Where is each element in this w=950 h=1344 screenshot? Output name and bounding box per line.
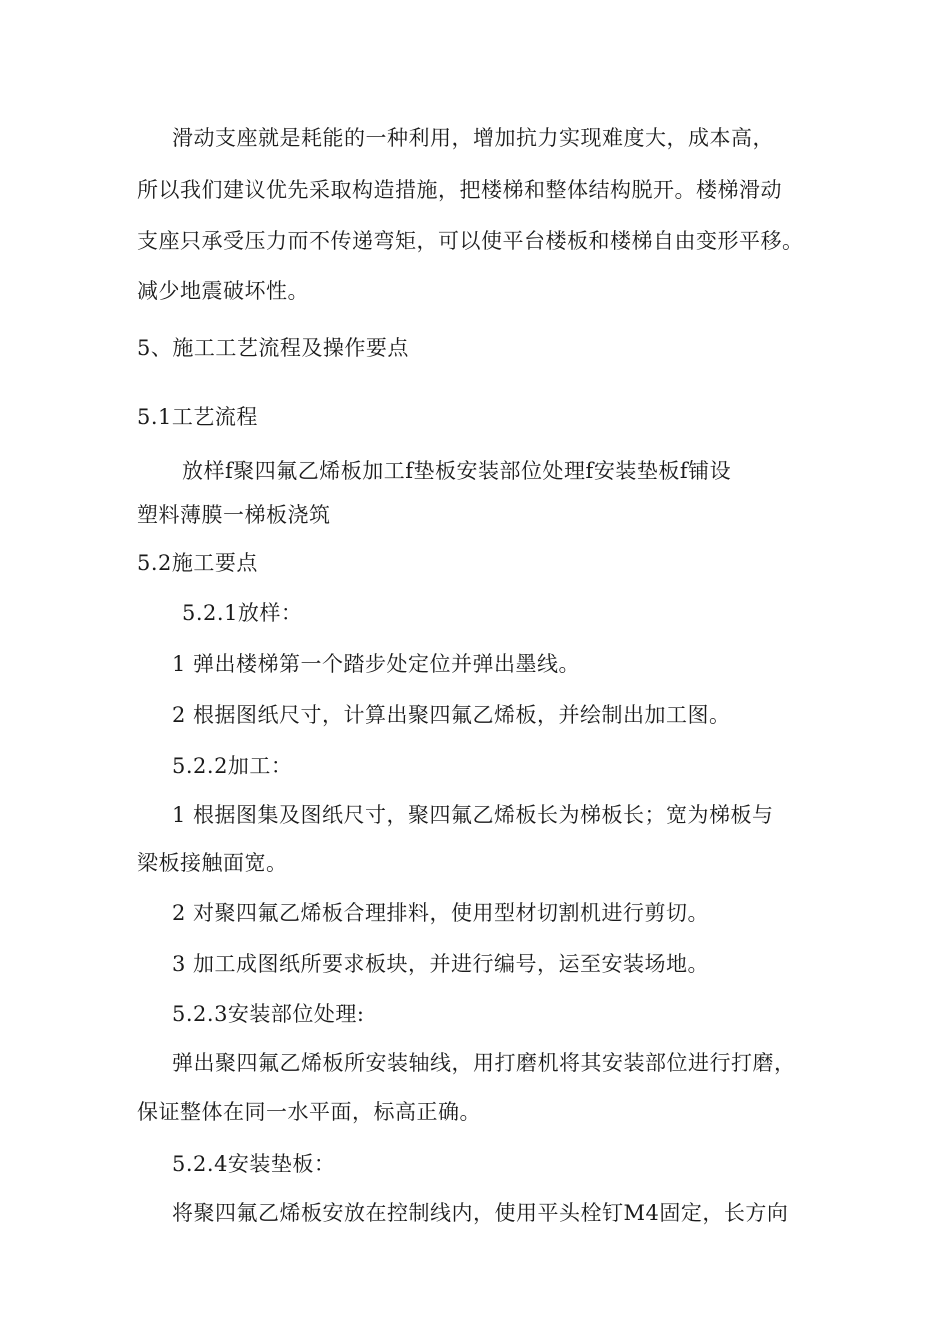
paragraph-line: 所以我们建议优先采取构造措施，把楼梯和整体结构脱开。楼梯滑动 bbox=[137, 178, 782, 202]
subsection-heading: 5.2.1放样： bbox=[182, 601, 303, 625]
paragraph-line: 支座只承受压力而不传递弯矩，可以使平台楼板和楼梯自由变形平移。 bbox=[137, 229, 804, 253]
list-item: 1 根据图集及图纸尺寸，聚四氟乙烯板长为梯板长；宽为梯板与 bbox=[172, 803, 774, 827]
paragraph-line: 塑料薄膜一梯板浇筑 bbox=[137, 503, 331, 527]
list-item: 2 对聚四氟乙烯板合理排料，使用型材切割机进行剪切。 bbox=[172, 901, 710, 925]
subsection-heading: 5.2施工要点 bbox=[137, 551, 258, 575]
subsection-heading: 5.2.2加工： bbox=[172, 754, 293, 778]
subsection-heading: 5.1工艺流程 bbox=[137, 405, 258, 429]
paragraph-line: 保证整体在同一水平面，标高正确。 bbox=[137, 1100, 481, 1124]
list-item: 1 弹出楼梯第一个踏步处定位并弹出墨线。 bbox=[172, 652, 581, 676]
subsection-heading: 5.2.4安装垫板： bbox=[172, 1152, 336, 1176]
section-heading: 5、施工工艺流程及操作要点 bbox=[137, 336, 409, 360]
list-item: 3 加工成图纸所要求板块，并进行编号，运至安装场地。 bbox=[172, 952, 710, 976]
paragraph-line: 放样f聚四氟乙烯板加工f垫板安装部位处理f安装垫板f铺设 bbox=[182, 459, 732, 483]
paragraph-line: 弹出聚四氟乙烯板所安装轴线，用打磨机将其安装部位进行打磨， bbox=[172, 1051, 796, 1075]
list-item-continuation: 梁板接触面宽。 bbox=[137, 851, 288, 875]
paragraph-line: 将聚四氟乙烯板安放在控制线内，使用平头栓钉M4固定，长方向 bbox=[172, 1201, 789, 1225]
paragraph-line: 滑动支座就是耗能的一种利用，增加抗力实现难度大，成本高， bbox=[172, 126, 774, 150]
list-item: 2 根据图纸尺寸，计算出聚四氟乙烯板，并绘制出加工图。 bbox=[172, 703, 731, 727]
paragraph-line: 减少地震破坏性。 bbox=[137, 279, 309, 303]
subsection-heading: 5.2.3安装部位处理: bbox=[172, 1002, 365, 1026]
